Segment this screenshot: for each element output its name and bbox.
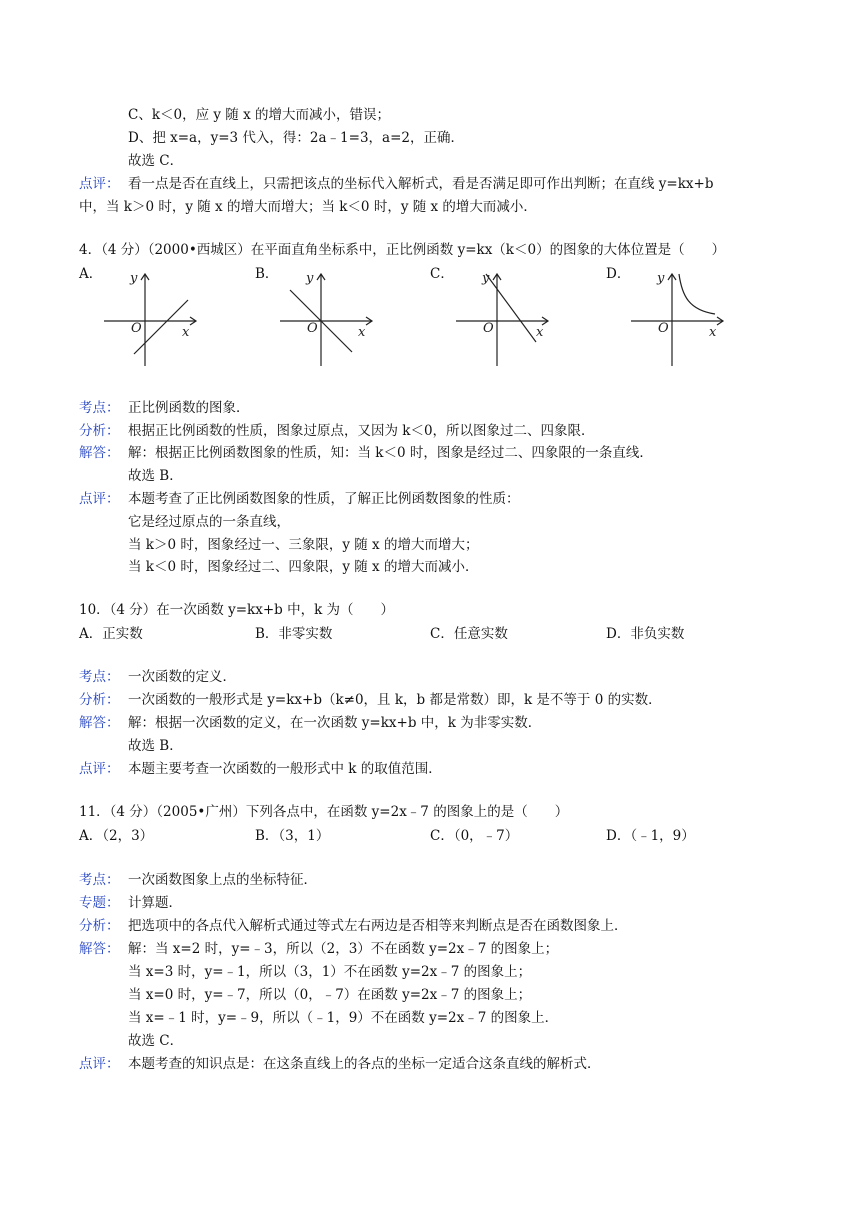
q4-review-line-3: 当 k＞0 时，图象经过一、三象限，y 随 x 的增大而增大； bbox=[128, 537, 479, 553]
y-axis-label: y bbox=[482, 271, 490, 286]
q11-review-label: 点评： bbox=[79, 1056, 120, 1072]
q4-kaodian: 正比例函数的图象． bbox=[128, 400, 250, 416]
q11-review: 本题考查的知识点是：在这条直线上的各点的坐标一定适合这条直线的解析式． bbox=[128, 1056, 601, 1072]
q4-kaodian-label: 考点： bbox=[79, 400, 120, 416]
q11-fenxi: 把选项中的各点代入解析式通过等式左右两边是否相等来判断点是否在函数图象上． bbox=[128, 918, 628, 934]
q4-fenxi: 根据正比例函数的性质，图象过原点，又因为 k＜0，所以图象过二、四象限． bbox=[128, 423, 595, 439]
q10-option-a: A．正实数 bbox=[79, 626, 143, 642]
q3-option-d-analysis: D、把 x=a，y=3 代入，得：2a﹣1=3，a=2，正确． bbox=[128, 130, 464, 146]
q4-stem: 4．（4 分）（2000•西城区）在平面直角坐标系中，正比例函数 y=kx（k＜0）的图象的大体位置是（ ） bbox=[79, 242, 726, 258]
q11-option-a: A．（2，3） bbox=[79, 828, 154, 844]
q10-jieda-label: 解答： bbox=[79, 715, 120, 731]
y-axis-label: y bbox=[130, 271, 138, 286]
q10-fenxi-label: 分析： bbox=[79, 692, 120, 708]
q10-option-c: C．任意实数 bbox=[430, 626, 508, 642]
q10-kaodian: 一次函数的定义． bbox=[128, 669, 236, 685]
q4-choose: 故选 B． bbox=[128, 468, 183, 484]
q10-option-b: B．非零实数 bbox=[255, 626, 333, 642]
q10-kaodian-label: 考点： bbox=[79, 669, 120, 685]
q11-zhuanti-label: 专题： bbox=[79, 895, 120, 911]
q4-option-b-label: B． bbox=[255, 266, 279, 282]
q10-review-label: 点评： bbox=[79, 761, 120, 777]
y-axis-label: y bbox=[306, 271, 314, 286]
q4-review-label: 点评： bbox=[79, 491, 120, 507]
q3-review-line-2: 中，当 k＞0 时，y 随 x 的增大而增大；当 k＜0 时，y 随 x 的增大而减小． bbox=[79, 199, 537, 215]
q4-review-line-2: 它是经过原点的一条直线， bbox=[128, 514, 290, 530]
q10-stem: 10．（4 分）在一次函数 y=kx+b 中，k 为（ ） bbox=[79, 602, 395, 618]
q11-jieda-line-1: 解：当 x=2 时，y=﹣3，所以（2，3）不在函数 y=2x﹣7 的图象上； bbox=[128, 941, 559, 957]
q10-jieda: 解：根据一次函数的定义，在一次函数 y=kx+b 中，k 为非零实数． bbox=[128, 715, 542, 731]
q11-choose: 故选 C． bbox=[128, 1033, 184, 1049]
q4-option-a-label: A． bbox=[79, 266, 103, 282]
q3-option-c-analysis: C、k＜0，应 y 随 x 的增大而减小，错误； bbox=[128, 107, 391, 123]
q11-zhuanti: 计算题． bbox=[128, 895, 182, 911]
q4-graph-d bbox=[627, 266, 727, 368]
origin-label: O bbox=[483, 321, 494, 336]
q10-fenxi: 一次函数的一般形式是 y=kx+b（k≠0，且 k，b 都是常数）即，k 是不等于 0 的实数． bbox=[128, 692, 662, 708]
y-axis-label: y bbox=[657, 271, 665, 286]
x-axis-label: x bbox=[358, 325, 366, 340]
x-axis-label: x bbox=[536, 325, 544, 340]
q11-jieda-label: 解答： bbox=[79, 941, 120, 957]
q3-review-label: 点评： bbox=[79, 176, 120, 192]
graph-curve bbox=[679, 274, 715, 314]
q10-review: 本题主要考查一次函数的一般形式中 k 的取值范围． bbox=[128, 761, 442, 777]
q4-graph-c bbox=[452, 266, 552, 368]
origin-label: O bbox=[307, 321, 318, 336]
q11-stem: 11．（4 分）（2005•广州）下列各点中，在函数 y=2x﹣7 的图象上的是（ ） bbox=[79, 804, 569, 820]
q4-option-c-label: C． bbox=[430, 266, 454, 282]
q11-option-c: C．（0，﹣7） bbox=[430, 828, 519, 844]
q11-fenxi-label: 分析： bbox=[79, 918, 120, 934]
x-axis-label: x bbox=[182, 325, 190, 340]
q4-graph-b bbox=[276, 266, 376, 368]
q11-option-b: B．（3，1） bbox=[255, 828, 330, 844]
q4-fenxi-label: 分析： bbox=[79, 423, 120, 439]
q10-choose: 故选 B． bbox=[128, 738, 183, 754]
graph-line bbox=[134, 300, 188, 354]
q3-review-line-1: 看一点是否在直线上，只需把该点的坐标代入解析式，看是否满足即可作出判断；在直线 y=kx+b bbox=[128, 176, 714, 192]
q4-graph-a bbox=[100, 266, 200, 368]
q11-jieda-line-2: 当 x=3 时，y=﹣1，所以（3，1）不在函数 y=2x﹣7 的图象上； bbox=[128, 964, 532, 980]
q4-jieda-label: 解答： bbox=[79, 445, 120, 461]
q10-option-d: D．非负实数 bbox=[606, 626, 685, 642]
q11-option-d: D．（﹣1，9） bbox=[606, 828, 695, 844]
q11-kaodian: 一次函数图象上点的坐标特征． bbox=[128, 872, 317, 888]
q11-jieda-line-3: 当 x=0 时，y=﹣7，所以（0，﹣7）在函数 y=2x﹣7 的图象上； bbox=[128, 987, 532, 1003]
q4-review-line-1: 本题考查了正比例函数图象的性质，了解正比例函数图象的性质： bbox=[128, 491, 520, 507]
origin-label: O bbox=[658, 321, 669, 336]
q4-review-line-4: 当 k＜0 时，图象经过二、四象限，y 随 x 的增大而减小． bbox=[128, 559, 479, 575]
q11-jieda-line-4: 当 x=﹣1 时，y=﹣9，所以（﹣1，9）不在函数 y=2x﹣7 的图象上． bbox=[128, 1010, 559, 1026]
q11-kaodian-label: 考点： bbox=[79, 872, 120, 888]
q4-jieda: 解：根据正比例函数图象的性质，知：当 k＜0 时，图象是经过二、四象限的一条直线． bbox=[128, 445, 653, 461]
origin-label: O bbox=[131, 321, 142, 336]
q4-option-d-label: D． bbox=[606, 266, 631, 282]
x-axis-label: x bbox=[709, 325, 717, 340]
q3-choose: 故选 C． bbox=[128, 153, 184, 169]
